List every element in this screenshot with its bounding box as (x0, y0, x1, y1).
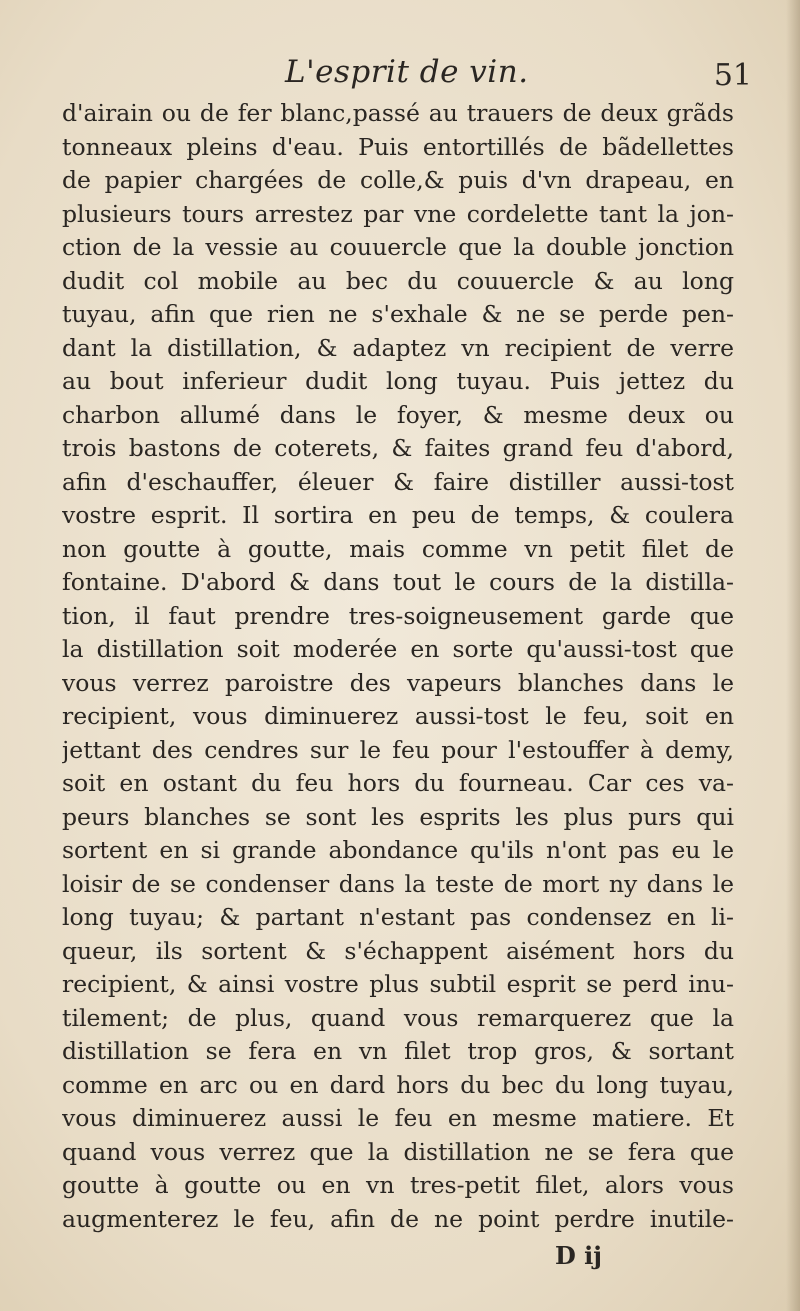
text-line: peurs blanches se sont les esprits les plus purs qui (62, 802, 734, 831)
text-line: distillation se fera en vn filet trop gros, & sortant (62, 1037, 734, 1065)
page-edge-shadow (786, 0, 800, 1311)
text-line: jettant des cendres sur le feu pour l'estouffer à demy, (62, 735, 734, 764)
text-line: tilement; de plus, quand vous remarquerez que la (62, 1003, 734, 1032)
text-line: d'airain ou de fer blanc,passé au trauers de deux grãds (62, 99, 734, 127)
text-line: de papier chargées de colle,& puis d'vn drapeau, en (62, 166, 734, 194)
text-line: soit en ostant du feu hors du fourneau. Car ces va- (62, 769, 734, 797)
text-line: non goutte à goutte, mais comme vn petit filet de (62, 534, 734, 563)
text-line: ction de la vessie au couuercle que la double jonction (62, 233, 734, 261)
text-line: long tuyau; & partant n'estant pas condensez en li- (62, 903, 734, 931)
page-number: 51 (713, 58, 752, 93)
text-line: fontaine. D'abord & dans tout le cours de la distilla- (62, 568, 734, 596)
text-line: recipient, & ainsi vostre plus subtil esprit se perd inu- (62, 970, 734, 998)
text-line: sortent en si grande abondance qu'ils n'ont pas eu le (62, 836, 734, 864)
text-line: loisir de se condenser dans la teste de mort ny dans le (62, 869, 734, 898)
text-line: charbon allumé dans le foyer, & mesme deux ou (62, 400, 734, 429)
text-line: recipient, vous diminuerez aussi-tost le feu, soit en (62, 702, 734, 730)
text-line: goutte à goutte ou en vn tres-petit filet, alors vous (62, 1171, 734, 1199)
text-line: comme en arc ou en dard hors du bec du long tuyau, (62, 1070, 734, 1099)
text-line: afin d'eschauffer, éleuer & faire distiller aussi-tost (62, 467, 734, 496)
text-line: tonneaux pleins d'eau. Puis entortillés de bãdellettes (62, 132, 734, 161)
text-line: au bout inferieur dudit long tuyau. Puis jettez du (62, 367, 734, 395)
text-line: tion, il faut prendre tres-soigneusement garde que (62, 601, 734, 630)
text-line: trois bastons de coterets, & faites grand feu d'abord, (62, 434, 734, 462)
text-line: la distillation soit moderée en sorte qu'aussi-tost que (62, 635, 734, 663)
signature-mark: D ij (555, 1241, 602, 1270)
text-line: vous diminuerez aussi le feu en mesme matiere. Et (62, 1104, 734, 1132)
text-line: augmenterez le feu, afin de ne point perdre inutile- (62, 1204, 734, 1233)
text-line: dudit col mobile au bec du couuercle & au long (62, 266, 734, 295)
page-header (60, 50, 752, 100)
body-text (62, 97, 734, 1236)
text-line: plusieurs tours arrestez par vne cordelette tant la jon- (62, 199, 734, 228)
text-line: dant la distillation, & adaptez vn recipient de verre (62, 333, 734, 362)
text-line: vous verrez paroistre des vapeurs blanches dans le (62, 668, 734, 697)
running-title: L'esprit de vin. (285, 54, 529, 90)
text-line: queur, ils sortent & s'échappent aisément hors du (62, 936, 734, 965)
text-line: tuyau, afin que rien ne s'exhale & ne se perde pen- (62, 300, 734, 328)
text-line: vostre esprit. Il sortira en peu de temps, & coulera (62, 501, 734, 529)
text-line: quand vous verrez que la distillation ne se fera que (62, 1137, 734, 1166)
